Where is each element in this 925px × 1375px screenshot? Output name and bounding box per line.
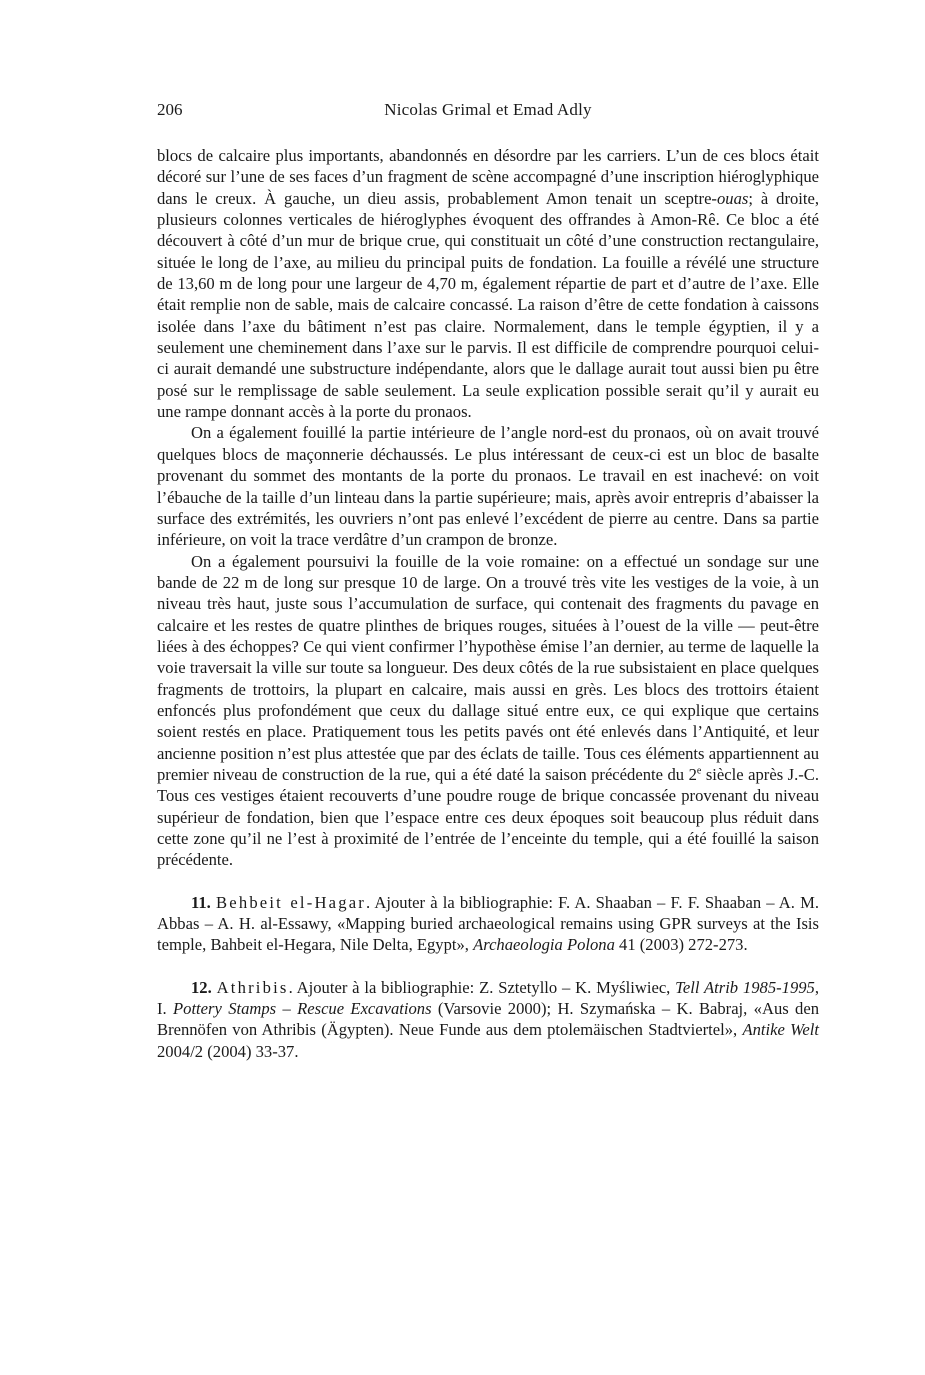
running-head: [157, 95, 819, 125]
entry-text: , I.: [157, 977, 819, 1019]
paragraph-1: [157, 145, 819, 422]
entry-journal-title: Archaeologia Polona: [473, 935, 615, 955]
running-title: Nicolas Grimal et Emad Adly: [384, 100, 592, 119]
bibliography-entry-12: [157, 977, 819, 1062]
entry-text: . Ajouter à la bibliographie: F. A. Shaaban – F. F. Shaaban – A. M. Abbas – A. H. al-Essawy, «Mapping buried archaeological remains using GPR surveys at the Isis temple, Bahbeit el-Hegara, Nile Delta, Egypt»,: [157, 892, 819, 955]
paragraph-2: On a également fouillé la partie intérieure de l’angle nord-est du pronaos, où on avait trouvé quelques blocs de maçonnerie déchaussés. Le plus intéressant de ceux-ci est un bloc de basalte provenant du sommet des montants de la porte du pronaos. Le travail en est inachevé: on voit l’ébauche de la taille d’un linteau dans la partie supérieure; mais, après avoir entrepris d’abaisser la surface des extrémités, les ouvriers n’ont pas enlevé l’excédent de pierre au centre. Dans sa partie inférieure, on voit la trace verdâtre d’un crampon de bronze.: [157, 423, 819, 550]
document-page: [157, 95, 819, 1079]
entry-text: 41 (2003) 272-273.: [614, 935, 748, 955]
entry-place: Behbeit el-Hagar: [215, 892, 366, 912]
entry-volume-title: Pottery Stamps – Rescue Excavations: [173, 999, 432, 1019]
paragraph-3-text-b: siècle après J.-C. Tous ces vestiges étaient recouverts d’une poudre rouge de brique concassée provenant du niveau supérieur de fondation, bien que l’espace entre ces deux époques soit beaucoup plus réduit dans cette zone qu’il ne l’est à proximité de l’entrée de l’enceinte du temple, qui a été fouillé la saison précédente.: [157, 764, 820, 870]
entry-book-title: Tell Atrib 1985-1995: [675, 977, 815, 997]
page-number: 206: [157, 100, 183, 119]
paragraph-3: [157, 551, 819, 871]
entry-text: (Varsovie 2000); H. Szymańska – K. Babraj, «Aus den Brennöfen von Athribis (Ägypten). Neue Funde aus dem ptolemäischen Stadtviertel»,: [157, 999, 819, 1040]
superscript-e: e: [696, 765, 702, 777]
paragraph-1-italic: ouas: [716, 188, 749, 208]
bibliography-entry-11: [157, 892, 819, 956]
entry-journal-title: Antike Welt: [742, 1020, 819, 1040]
paragraph-1-text-b: ; à droite, plusieurs colonnes verticales de hiéroglyphes évoquent des offrandes à Amon-Rê. Ce bloc a été découvert à côté d’un mur de brique crue, qui constituait un côté d’une construction rectangulaire, située le long de l’axe, au milieu du principal puits de fondation. La fouille a révélé une structure de 13,60 m de long pour une largeur de 4,70 m, également répartie de part et d’autre de l’axe. Elle était remplie non de sable, mais de calcaire concassé. La raison d’être de cette fondation à caissons isolée dans l’axe du bâtiment n’est pas claire. Normalement, dans le temple égyptien, il y a seulement une cheminement dans l’axe sur le parvis. Il est difficile de comprendre pourquoi celui-ci aurait demandé une substructure indépendante, alors que le dallage aurait tout aussi bien pu être posé sur le remplissage de sable seulement. La seule explication possible serait qu’il y aurait eu une rampe donnant accès à la porte du pronaos.: [157, 188, 819, 422]
entry-place: Athribis: [216, 977, 289, 997]
paragraph-1-text-a: blocs de calcaire plus importants, abandonnés en désordre par les carriers. L’un de ces blocs était décoré sur l’une de ses faces d’un fragment de scène accompagné d’une inscription hiéroglyphique dans le creux. À gauche, un dieu assis, probablement Amon tenait un sceptre-: [157, 146, 819, 208]
paragraph-3-text-a: On a également poursuivi la fouille de la voie romaine: on a effectué un sondage sur une bande de 22 m de long sur presque 10 de large. On a trouvé très vite les vestiges de la voie, à un niveau très haut, juste sous l’accumulation de surface, qui contenait des fragments du pavage en calcaire et les restes de quatre plinthes de briques rouges, situées à l’ouest de la ville — peut-être liées à des échoppes? Ce qui vient confirmer l’hypothèse émise l’an dernier, au terme de laquelle la voie traversait la ville sur toute sa longueur. Des deux côtés de la rue subsistaient en place quelques fragments de trottoirs, la plupart en calcaire, mais aussi en grès. Les blocs des trottoirs étaient enfoncés plus profondément que ceux du dallage situé entre eux, ce qui explique que certains soient restés en place. Pratiquement tous les petits pavés ont été enlevés dans l’Antiquité, et leur ancienne position n’est plus attestée que par des éclats de taille. Tous ces éléments appartiennent au premier niveau de construction de la rue, qui a été daté la saison précédente du 2: [157, 551, 819, 784]
entry-number: 11.: [191, 892, 211, 912]
entry-number: 12.: [191, 977, 212, 997]
body-text: [157, 145, 819, 871]
entry-text: . Ajouter à la bibliographie: Z. Sztetyllo – K. Myśliwiec,: [288, 977, 676, 997]
entry-text: 2004/2 (2004) 33-37.: [157, 1041, 299, 1061]
